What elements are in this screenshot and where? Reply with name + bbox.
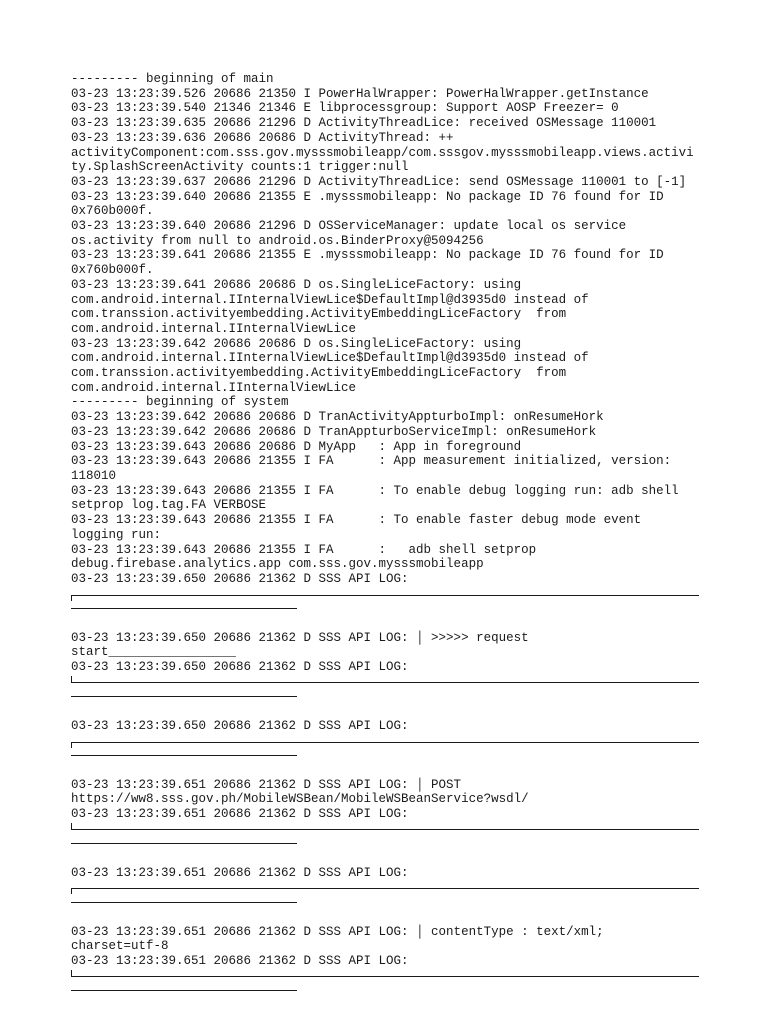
box-border-continuation (71, 601, 699, 616)
log-line: 03-23 13:23:39.650 20686 21362 D SSS API LOG: │ >>>>> request start_________________ (71, 630, 529, 660)
box-border-continuation (71, 836, 699, 851)
log-line: 03-23 13:23:39.642 20686 20686 D TranAppturboServiceImpl: onResumeHork (71, 424, 597, 439)
log-line: 03-23 13:23:39.637 20686 21296 D ActivityThreadLice: send OSMessage 110001 to [-1] (71, 174, 687, 189)
log-line: 03-23 13:23:39.651 20686 21362 D SSS API LOG: (71, 953, 409, 968)
blank-line (71, 704, 699, 719)
log-line: 03-23 13:23:39.643 20686 21355 I FA : To enable faster debug mode event logging run: (71, 513, 642, 542)
box-bottom-border (71, 822, 699, 837)
log-line: 03-23 13:23:39.650 20686 21362 D SSS API LOG: (71, 571, 409, 586)
box-border-continuation (71, 689, 699, 704)
blank-line (71, 763, 699, 778)
log-line: 03-23 13:23:39.643 20686 20686 D MyApp : App in foreground (71, 439, 522, 454)
box-top-border (71, 880, 699, 895)
log-line: 03-23 13:23:39.643 20686 21355 I FA : App measurement initialized, version: 118010 (71, 454, 672, 483)
log-line: 03-23 13:23:39.643 20686 21355 I FA : To enable debug logging run: adb shell setprop log.tag.FA VERBOSE (71, 483, 679, 513)
box-border-continuation (71, 895, 699, 910)
box-bottom-border (71, 675, 699, 690)
blank-line (71, 851, 699, 866)
log-line: 03-23 13:23:39.651 20686 21362 D SSS API LOG: (71, 865, 409, 880)
log-line: 03-23 13:23:39.641 20686 20686 D os.SingleLiceFactory: using com.android.internal.IInternalViewLice$DefaultImpl@d3935d0 instead of com.transsion.activityembedding.ActivityEmbeddingLiceFactory from com.android.internal.IInternalViewLice (71, 277, 589, 336)
blank-line (71, 910, 699, 925)
log-line: 03-23 13:23:39.643 20686 21355 I FA : adb shell setprop debug.firebase.analytics.app com.sss.gov.mysssmobileapp (71, 542, 537, 572)
log-line: 03-23 13:23:39.636 20686 20686 D ActivityThread: ++ activityComponent:com.sss.gov.mysssmobileapp/com.sssgov.mysssmobileapp.views.activity.SplashScreenActivity counts:1 trigger:null (71, 130, 694, 175)
box-border-continuation (71, 748, 699, 763)
log-line: 03-23 13:23:39.651 20686 21362 D SSS API LOG: │ POST https://ww8.sss.gov.ph/MobileWSBean/MobileWSBeanService?wsdl/ (71, 777, 529, 807)
log-line: 03-23 13:23:39.650 20686 21362 D SSS API LOG: (71, 660, 409, 675)
log-line: 03-23 13:23:39.642 20686 20686 D TranActivityAppturboImpl: onResumeHork (71, 410, 604, 425)
log-line: 03-23 13:23:39.642 20686 20686 D os.SingleLiceFactory: using com.android.internal.IInternalViewLice$DefaultImpl@d3935d0 instead of com.transsion.activityembedding.ActivityEmbeddingLiceFactory from com.android.internal.IInternalViewLice (71, 336, 589, 395)
blank-line (71, 616, 699, 631)
log-line: 03-23 13:23:39.635 20686 21296 D ActivityThreadLice: received OSMessage 110001 (71, 116, 657, 131)
box-bottom-border (71, 969, 699, 984)
log-line: 03-23 13:23:39.641 20686 21355 E .mysssmobileapp: No package ID 76 found for ID 0x760b000f. (71, 248, 664, 278)
log-line: 03-23 13:23:39.640 20686 21296 D OSServiceManager: update local os service os.activity from null to android.os.BinderProxy@5094256 (71, 219, 627, 248)
log-line: 03-23 13:23:39.651 20686 21362 D SSS API LOG: (71, 807, 409, 822)
log-line: 03-23 13:23:39.651 20686 21362 D SSS API LOG: │ contentType : text/xml; charset=utf-8 (71, 924, 604, 954)
log-line: 03-23 13:23:39.640 20686 21355 E .mysssmobileapp: No package ID 76 found for ID 0x760b000f. (71, 189, 664, 219)
log-line: 03-23 13:23:39.540 21346 21346 E libprocessgroup: Support AOSP Freezer= 0 (71, 101, 619, 116)
box-top-border (71, 587, 699, 602)
box-top-border (71, 734, 699, 749)
box-border-continuation (71, 983, 699, 998)
log-line: --------- beginning of main (71, 72, 274, 86)
log-line: --------- beginning of system (71, 395, 289, 410)
log-line: 03-23 13:23:39.526 20686 21350 I PowerHalWrapper: PowerHalWrapper.getInstance (71, 86, 649, 101)
log-document (71, 72, 699, 998)
log-line: 03-23 13:23:39.650 20686 21362 D SSS API LOG: (71, 718, 409, 733)
